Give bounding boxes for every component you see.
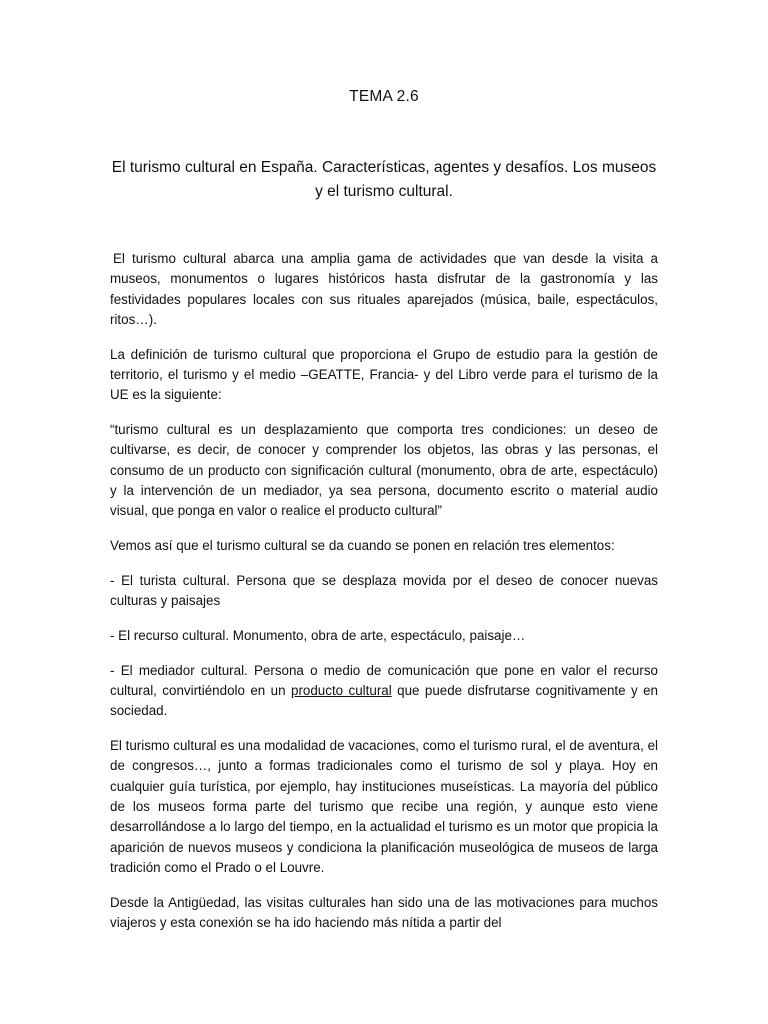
document-heading: TEMA 2.6 [349, 88, 419, 105]
paragraph-intro: El turismo cultural abarca una amplia gama de actividades que van desde la visita a museos, monumentos o lugares históricos hasta disfrutar de la gastronomía y las festividades populares locales con sus rituales aparejados (música, baile, espectáculos, ritos…). [110, 251, 658, 327]
list-item-mediador-cultural [110, 661, 658, 722]
document-title: El turismo cultural en España. Características, agentes y desafíos. Los museos y el turismo cultural. [111, 159, 657, 200]
paragraph-definition-quote: “turismo cultural es un desplazamiento que comporta tres condiciones: un deseo de cultivarse, es decir, de conocer y comprender los objetos, las obras y las personas, el consumo de un producto con significación cultural (monumento, obra de arte, espectáculo) y la intervención de un mediador, ya sea persona, documento escrito o material audio visual, que ponga en valor o realice el producto cultural” [110, 422, 658, 519]
producto-cultural-underlined: producto cultural [291, 683, 392, 699]
paragraph-definition-intro: La definición de turismo cultural que proporciona el Grupo de estudio para la gestión de territorio, el turismo y el medio –GEATTE, Francia- y del Libro verde para el turismo de la UE es la siguiente: [110, 346, 658, 403]
paragraph-antiguedad: Desde la Antigüedad, las visitas culturales han sido una de las motivaciones para muchos viajeros y esta conexión se ha ido haciendo más nítida a partir del [110, 894, 658, 931]
paragraph-modalidad: El turismo cultural es una modalidad de vacaciones, como el turismo rural, el de aventura, el de congresos…, junto a formas tradicionales como el turismo de sol y playa. Hoy en cualquier guía turística, por ejemplo, hay instituciones museísticas. La mayoría del público de los museos forma parte del turismo que recibe una región, y aunque esto viene desarrollándose a lo largo del tiempo, en la actualidad el turismo es un motor que propicia la aparición de nuevos museos y condiciona la planificación museológica de museos de larga tradición como el Prado o el Louvre. [110, 738, 658, 875]
mediador-text-after: que puede disfrutarse cognitivamente y en sociedad. [110, 683, 658, 719]
list-item-recurso-cultural: - El recurso cultural. Monumento, obra de arte, espectáculo, paisaje… [110, 627, 526, 643]
list-item-turista-cultural: - El turista cultural. Persona que se desplaza movida por el deseo de conocer nuevas culturas y paisajes [110, 572, 658, 609]
document-body [110, 249, 658, 948]
mediador-text-before: - El mediador cultural. Persona o medio de comunicación que pone en valor el recurso cultural, convirtiéndolo en un [110, 662, 658, 699]
paragraph-elements-intro: Vemos así que el turismo cultural se da cuando se ponen en relación tres elementos: [110, 538, 615, 554]
